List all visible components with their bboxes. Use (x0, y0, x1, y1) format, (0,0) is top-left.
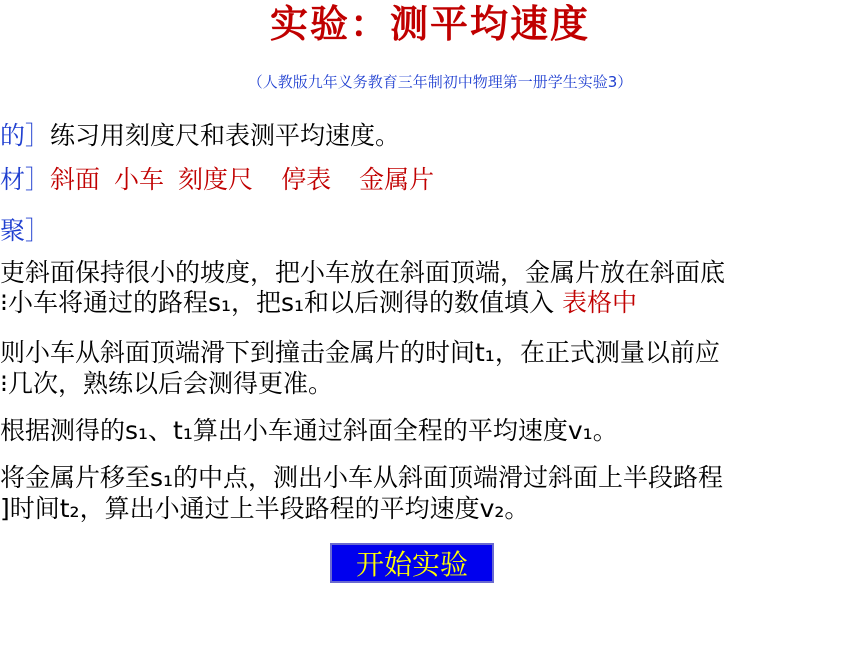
steps-label: 聚］ (0, 216, 51, 245)
material-item: 斜面 (50, 165, 101, 194)
step-4-line-2: ]时间t₂，算出小通过上半段路程的平均速度v₂。 (0, 494, 530, 523)
purpose-row (0, 121, 400, 151)
page-subtitle: （人教版九年义务教育三年制初中物理第一册学生实验3） (247, 73, 633, 91)
material-item: 小车 (114, 165, 165, 194)
purpose-label: 的］ (0, 121, 51, 150)
step-1-text: ⁝小车将通过的路程s₁，把s₁和以后测得的数值填入 (0, 288, 562, 317)
materials-label: 材］ (0, 165, 51, 194)
table-link: 表格中 (562, 288, 638, 317)
start-experiment-button[interactable]: 开始实验 (330, 543, 494, 583)
page-title: 实验：测平均速度 (269, 4, 590, 44)
step-1-line-1: 吏斜面保持很小的坡度，把小车放在斜面顶端，金属片放在斜面底 (0, 258, 726, 287)
material-item: 刻度尺 (178, 165, 254, 194)
materials-row (0, 165, 434, 195)
step-4-line-1: 将金属片移至s₁的中点，测出小车从斜面顶端滑过斜面上半段路程 (0, 463, 724, 492)
step-2-line-2: ⁝几次，熟练以后会测得更准。 (0, 369, 333, 398)
material-item: 金属片 (359, 165, 435, 194)
material-item: 停表 (281, 165, 332, 194)
step-2-line-1: 则小车从斜面顶端滑下到撞击金属片的时间t₁，在正式测量以前应 (0, 338, 720, 367)
purpose-text: 练习用刻度尺和表测平均速度。 (50, 121, 401, 150)
step-1-line-2 (0, 288, 637, 318)
step-3-line-1: 根据测得的s₁、t₁算出小车通过斜面全程的平均速度v₁。 (0, 416, 618, 445)
